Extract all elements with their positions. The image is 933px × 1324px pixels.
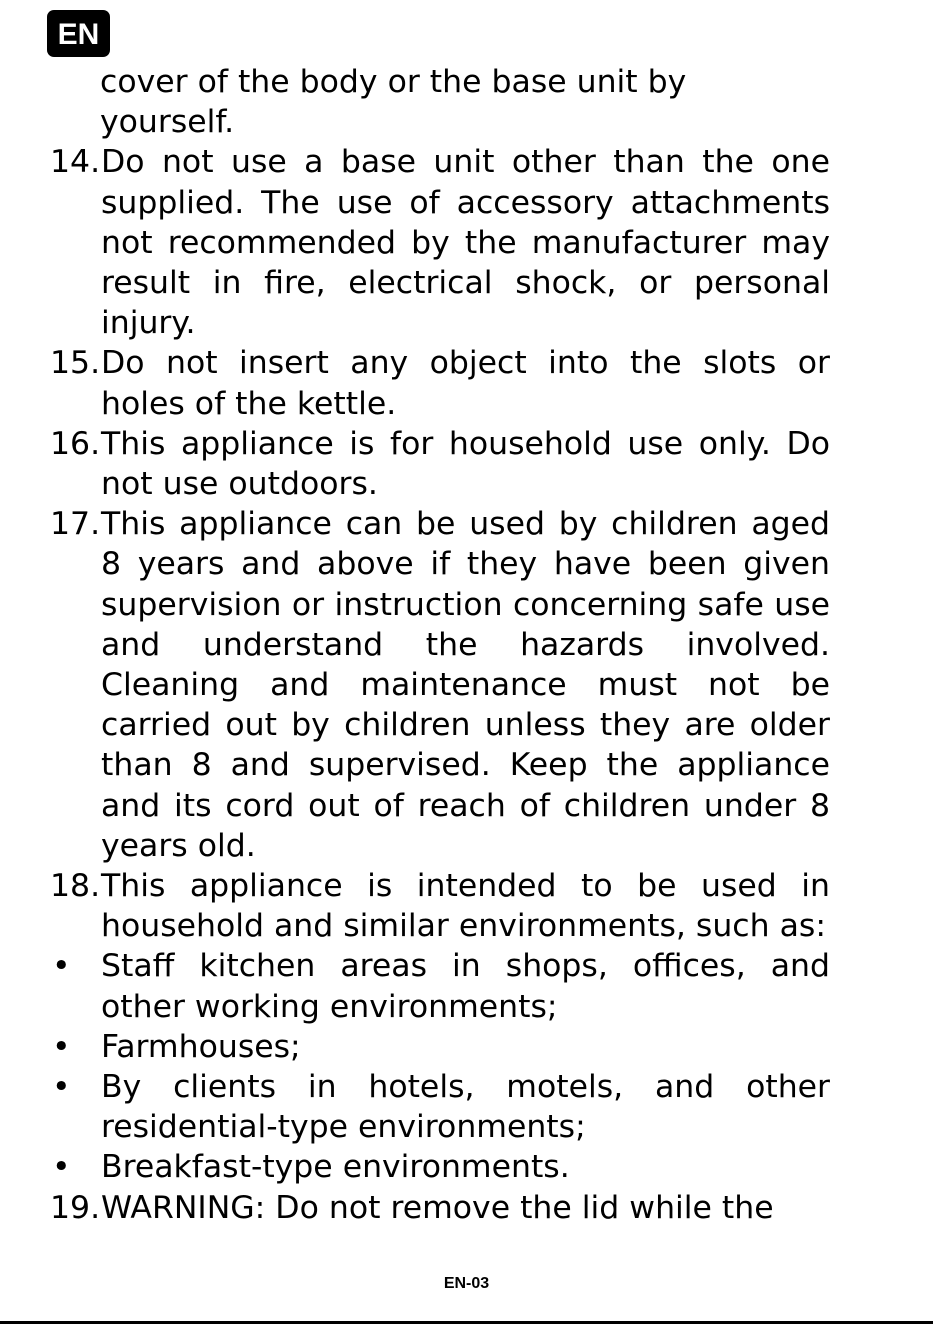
bullet-icon: • <box>52 1149 71 1186</box>
item-text: This appliance is for household use only. Do not use outdoors. <box>101 425 830 503</box>
continuation-text: cover of the body or the base unit by yourself. <box>100 64 687 141</box>
item-number: 18. <box>50 868 101 905</box>
item-number: 16. <box>50 425 101 462</box>
bullet-item <box>50 1147 830 1187</box>
bullet-item <box>50 1067 830 1147</box>
language-badge: EN <box>47 10 110 57</box>
item-text: This appliance can be used by children aged 8 years and above if they have been given supervision or instruction concerning safe use and understand the hazards involved. Cleaning and maintenance must not be carried out by children unless they are older than 8 and supervised. Keep the appliance and its cord out of reach of children under 8 years old. <box>101 506 830 864</box>
item-text: This appliance is intended to be used in household and similar environments, such as: <box>101 868 830 945</box>
bullet-item <box>50 946 830 1026</box>
bullet-icon: • <box>52 948 71 985</box>
bullet-text: By clients in hotels, motels, and other residential-type environments; <box>101 1069 830 1146</box>
instruction-item-17 <box>50 504 830 866</box>
item-text: Do not use a base unit other than the one supplied. The use of accessory attachments not recommended by the manufacturer may result in fire, electrical shock, or personal injury. <box>101 144 830 342</box>
instruction-item-16 <box>50 424 830 504</box>
bullet-text: Breakfast-type environments. <box>101 1149 570 1186</box>
bullet-item <box>50 1027 830 1067</box>
item-number: 14. <box>50 144 101 181</box>
bullet-text: Staff kitchen areas in shops, offices, and other working environments; <box>101 948 830 1025</box>
instruction-item-15 <box>50 343 830 423</box>
item-number: 17. <box>50 506 101 543</box>
bullet-text: Farmhouses; <box>101 1028 301 1065</box>
item-text: Do not insert any object into the slots or holes of the kettle. <box>101 345 830 422</box>
item-number: 15. <box>50 345 101 382</box>
bullet-icon: • <box>52 1069 71 1106</box>
safety-instructions <box>50 62 830 1228</box>
instruction-item-14 <box>50 142 830 343</box>
instruction-item-18 <box>50 866 830 946</box>
instruction-item-19 <box>50 1188 830 1228</box>
item-number: 19. <box>50 1189 101 1226</box>
page-number: EN-03 <box>443 1275 490 1292</box>
bullet-icon: • <box>52 1028 71 1065</box>
item-text: WARNING: Do not remove the lid while the <box>101 1189 774 1226</box>
